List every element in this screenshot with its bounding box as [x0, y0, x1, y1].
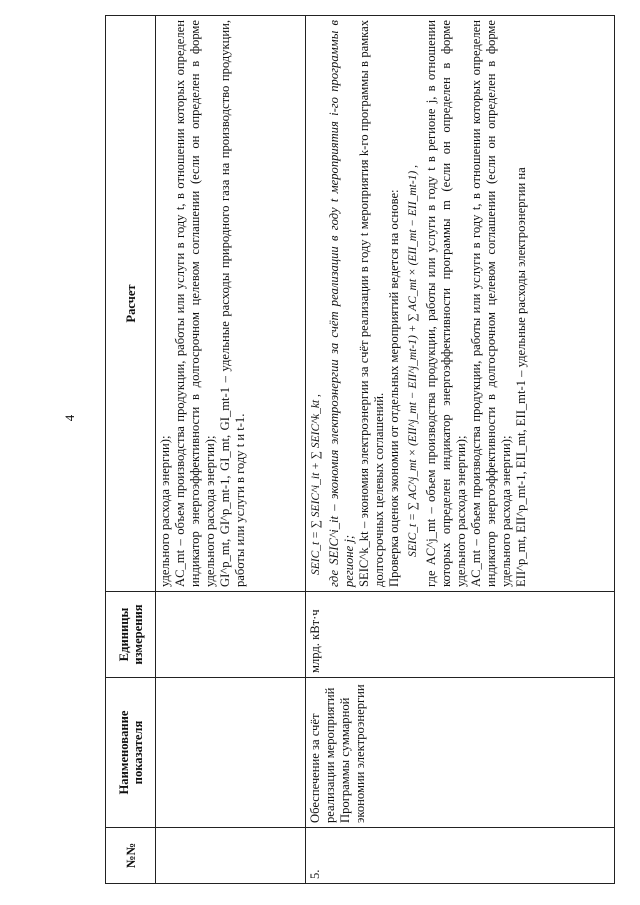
- row5-text: Проверка оценок экономии от отдельных мероприятий ведется на основе:: [387, 189, 402, 587]
- row5-calc: [306, 16, 615, 592]
- prev-calc-line: GI^p_mt, GI^p_mt-1, GI_mt, GI_mt-1 – удельные расходы природного газа на производство продукции, работы или услуги в году t и t-1.: [218, 20, 248, 587]
- row5-unit: млрд. кВт·ч: [306, 592, 615, 678]
- header-unit: Единицы измерения: [106, 592, 156, 678]
- row5-text: SEIC^k_kt – экономия электроэнергии за счёт реализации в году t мероприятия k-го программы в рамках долгосрочных целевых соглашений.: [357, 20, 387, 587]
- row5-num: 5.: [306, 828, 615, 884]
- prev-calc-line: AC_mt – объем производства продукции, работы или услуги в году t, в отношении которых определен индикатор энергоэффективности в долгосрочном целевом соглашении (если он определен в форме удельного расхода энергии);: [173, 20, 218, 587]
- prev-unit-cell: [156, 592, 306, 678]
- table-row-continued: [156, 16, 306, 884]
- formula-check: SEIC_t = ∑ AC^j_mt × (EII^j_mt − EII^j_mt-1) + ∑ AC_mt × (EII_mt − EII_mt-1) ,: [406, 164, 419, 557]
- prev-num-cell: [156, 828, 306, 884]
- header-name: Наименование показателя: [106, 678, 156, 828]
- header-num: №№: [106, 828, 156, 884]
- table-row-5: [306, 16, 615, 884]
- header-calc: Расчет: [106, 16, 156, 592]
- row5-text: где AC^j_mt – объем производства продукции, работы или услуги в году t в регионе j, в отношении которых определен индикатор энергоэффективности программы m (если он определен в форме удельного расхода энергии);: [423, 20, 468, 587]
- row5-text: где SEIC^i_it – экономия электроэнергии за счёт реализации в году t мероприятия i-го программы в регионе j;: [327, 20, 357, 587]
- page-number: 4: [62, 414, 77, 422]
- formula-seic: SEIC_t = ∑ SEIC^i_it + ∑ SEIC^k_kt ,: [310, 394, 322, 575]
- indicators-table: [105, 15, 615, 884]
- table-header-row: [106, 16, 156, 884]
- rotated-table-wrapper: [105, 16, 615, 884]
- prev-name-cell: [156, 678, 306, 828]
- row5-name: Обеспечение за счёт реализации мероприятий Программы суммарной экономии электроэнергии: [306, 678, 615, 828]
- prev-calc-cell: [156, 16, 306, 592]
- row5-text: EII^p_mt, EII^p_mt-1, EII_mt, EII_mt-1 – удельные расходы электроэнергии на: [514, 167, 529, 587]
- row5-text: AC_mt – объем производства продукции, работы или услуги в году t, в отношении которых определен индикатор энергоэффективности в долгосрочном целевом соглашении (если он определен в форме удельного расхода энергии);: [468, 20, 514, 587]
- prev-calc-line: удельного расхода энергии);: [158, 435, 172, 587]
